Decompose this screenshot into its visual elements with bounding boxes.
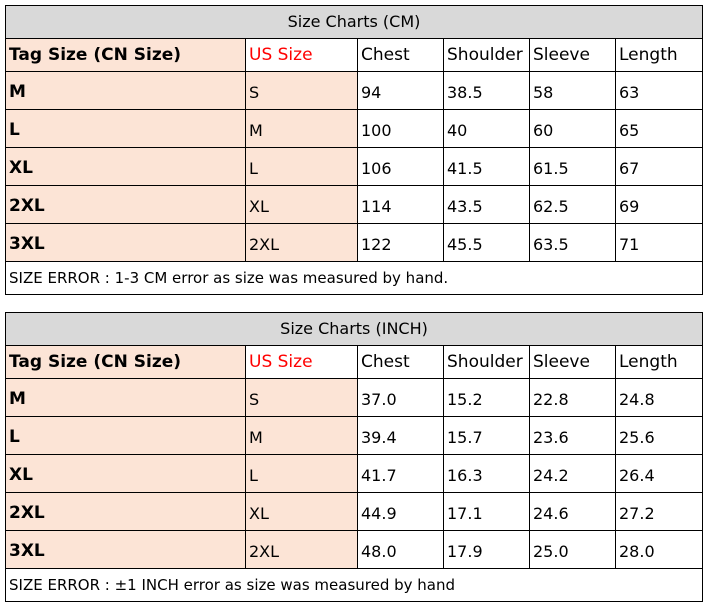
cell-length: 24.8 <box>616 379 703 417</box>
header-sleeve: Sleeve <box>530 346 616 379</box>
cell-chest: 48.0 <box>358 531 444 569</box>
table-row <box>6 110 703 148</box>
table-row <box>6 379 703 417</box>
cell-sleeve: 62.5 <box>530 186 616 224</box>
header-length: Length <box>616 39 703 72</box>
cell-shoulder: 43.5 <box>444 186 530 224</box>
cell-sleeve: 22.8 <box>530 379 616 417</box>
table-row <box>6 224 703 262</box>
table-row <box>6 417 703 455</box>
header-shoulder: Shoulder <box>444 346 530 379</box>
cell-us-size: S <box>246 379 358 417</box>
cell-shoulder: 17.9 <box>444 531 530 569</box>
cell-us-size: M <box>246 417 358 455</box>
cell-us-size: XL <box>246 186 358 224</box>
cell-chest: 106 <box>358 148 444 186</box>
cell-us-size: 2XL <box>246 531 358 569</box>
header-us-size: US Size <box>246 39 358 72</box>
cell-us-size: 2XL <box>246 224 358 262</box>
header-sleeve: Sleeve <box>530 39 616 72</box>
cell-sleeve: 23.6 <box>530 417 616 455</box>
cell-us-size: L <box>246 455 358 493</box>
cell-chest: 41.7 <box>358 455 444 493</box>
cell-chest: 100 <box>358 110 444 148</box>
cell-sleeve: 63.5 <box>530 224 616 262</box>
cell-tag-size: 2XL <box>6 493 246 531</box>
size-chart-inch <box>5 312 703 602</box>
cell-tag-size: XL <box>6 148 246 186</box>
cell-shoulder: 40 <box>444 110 530 148</box>
size-error-note: SIZE ERROR : ±1 INCH error as size was measured by hand <box>6 569 703 602</box>
header-length: Length <box>616 346 703 379</box>
size-error-note: SIZE ERROR : 1-3 CM error as size was measured by hand. <box>6 262 703 295</box>
cell-length: 69 <box>616 186 703 224</box>
cell-chest: 39.4 <box>358 417 444 455</box>
cell-shoulder: 15.2 <box>444 379 530 417</box>
cell-us-size: M <box>246 110 358 148</box>
cell-us-size: XL <box>246 493 358 531</box>
cell-tag-size: M <box>6 72 246 110</box>
cell-chest: 37.0 <box>358 379 444 417</box>
cell-tag-size: M <box>6 379 246 417</box>
cell-sleeve: 60 <box>530 110 616 148</box>
cell-length: 25.6 <box>616 417 703 455</box>
cell-chest: 122 <box>358 224 444 262</box>
cell-chest: 94 <box>358 72 444 110</box>
cell-length: 26.4 <box>616 455 703 493</box>
header-us-size: US Size <box>246 346 358 379</box>
cell-shoulder: 45.5 <box>444 224 530 262</box>
chart-title: Size Charts (INCH) <box>6 313 703 346</box>
cell-tag-size: 3XL <box>6 531 246 569</box>
cell-sleeve: 58 <box>530 72 616 110</box>
table-row <box>6 186 703 224</box>
cell-sleeve: 61.5 <box>530 148 616 186</box>
cell-tag-size: 2XL <box>6 186 246 224</box>
cell-sleeve: 24.6 <box>530 493 616 531</box>
cell-length: 27.2 <box>616 493 703 531</box>
table-row <box>6 493 703 531</box>
cell-tag-size: L <box>6 110 246 148</box>
cell-shoulder: 15.7 <box>444 417 530 455</box>
table-row <box>6 531 703 569</box>
header-row <box>6 346 703 379</box>
table-row <box>6 455 703 493</box>
cell-us-size: S <box>246 72 358 110</box>
header-chest: Chest <box>358 346 444 379</box>
header-tag-size: Tag Size (CN Size) <box>6 39 246 72</box>
cell-shoulder: 41.5 <box>444 148 530 186</box>
header-row <box>6 39 703 72</box>
cell-us-size: L <box>246 148 358 186</box>
cell-chest: 44.9 <box>358 493 444 531</box>
cell-length: 71 <box>616 224 703 262</box>
cell-sleeve: 24.2 <box>530 455 616 493</box>
cell-chest: 114 <box>358 186 444 224</box>
cell-shoulder: 17.1 <box>444 493 530 531</box>
cell-tag-size: XL <box>6 455 246 493</box>
cell-tag-size: L <box>6 417 246 455</box>
cell-shoulder: 16.3 <box>444 455 530 493</box>
cell-length: 28.0 <box>616 531 703 569</box>
chart-title: Size Charts (CM) <box>6 6 703 39</box>
cell-length: 67 <box>616 148 703 186</box>
header-tag-size: Tag Size (CN Size) <box>6 346 246 379</box>
size-chart-cm <box>5 5 703 295</box>
cell-length: 65 <box>616 110 703 148</box>
header-shoulder: Shoulder <box>444 39 530 72</box>
header-chest: Chest <box>358 39 444 72</box>
table-row <box>6 72 703 110</box>
cell-length: 63 <box>616 72 703 110</box>
cell-shoulder: 38.5 <box>444 72 530 110</box>
cell-tag-size: 3XL <box>6 224 246 262</box>
table-row <box>6 148 703 186</box>
cell-sleeve: 25.0 <box>530 531 616 569</box>
